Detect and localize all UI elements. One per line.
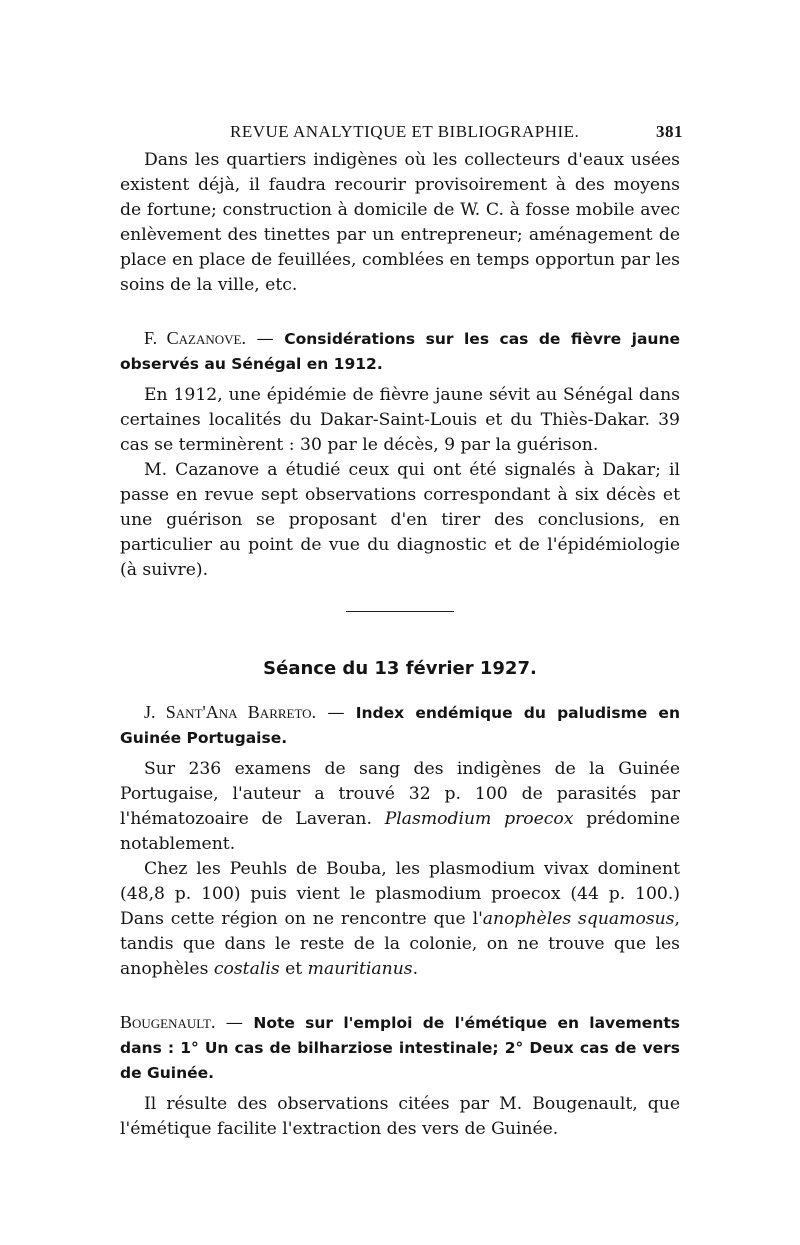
running-header	[138, 118, 683, 146]
text-run: et	[279, 959, 308, 979]
entry-bougenault-para1: Il résulte des observations citées par M. Bougenault, que l'émétique facilite l'extraction des vers de Guinée.	[120, 1094, 680, 1139]
entry-cazanove-para2: M. Cazanove a étudié ceux qui ont été signalés à Dakar; il passe en revue sept observations correspondant à six décès et une guérison se proposant d'en tirer des conclusions, en particulier au point de vue du diagnostic et de l'épidémiologie (à suivre).	[120, 460, 680, 580]
entry-dash: —	[316, 703, 356, 723]
entry-barreto-para2	[120, 857, 680, 982]
entry-barreto-para1	[120, 757, 680, 857]
entry-dash: —	[245, 329, 285, 349]
running-title: REVUE ANALYTIQUE ET BIBLIOGRAPHIE.	[230, 122, 580, 141]
entry-title: Considérations sur les cas de fièvre jaune observés au Sénégal en 1912.	[120, 330, 680, 373]
species-name: mauritianus	[307, 959, 413, 979]
entry-author: Bougenault.	[120, 1012, 216, 1032]
entry-cazanove-heading	[120, 326, 680, 377]
entry-author: J. Sant'Ana Barreto.	[144, 702, 317, 722]
text-run: prédomine notablement.	[120, 809, 680, 854]
entry-dash: —	[215, 1013, 254, 1033]
species-name: Plasmodium proecox	[384, 809, 574, 829]
species-name: costalis	[213, 959, 280, 979]
entry-title: Note sur l'emploi de l'émétique en lavements dans : 1° Un cas de bilharziose intestinale; 2° Deux cas de vers de Guinée.	[120, 1014, 680, 1082]
entry-title: Index endémique du paludisme en Guinée Portugaise.	[120, 704, 680, 747]
species-name: anophèles squamosus	[482, 909, 675, 929]
entry-author: F. Cazanove.	[144, 328, 246, 348]
text-run: , tandis que dans le reste de la colonie, on ne trouve que les anophèles	[120, 909, 680, 979]
entry-bougenault-heading	[120, 1010, 680, 1086]
intro-paragraph: Dans les quartiers indigènes où les collecteurs d'eaux usées existent déjà, il faudra recourir provisoirement à des moyens de fortune; construction à domicile de W. C. à fosse mobile avec enlèvement des tinettes par un entrepreneur; aménagement de place en place de feuillées, comblées en temps opportun par les soins de la ville, etc.	[120, 150, 680, 295]
page-number: 381	[656, 122, 683, 141]
entry-barreto-heading	[120, 700, 680, 751]
session-title: Séance du 13 février 1927.	[263, 658, 537, 679]
text-run: Chez les Peuhls de Bouba, les plasmodium vivax dominent (48,8 p. 100) puis vient le plasmodium proecox (44 p. 100.) Dans cette région on ne rencontre que l'	[120, 859, 680, 929]
text-run: Sur 236 examens de sang des indigènes de la Guinée Portugaise, l'auteur a trouvé 32 p. 100 de parasités par l'hématozoaire de Laveran.	[120, 759, 680, 829]
page-body	[120, 148, 680, 1142]
entry-cazanove-para1: En 1912, une épidémie de fièvre jaune sévit au Sénégal dans certaines localités du Dakar-Saint-Louis et du Thiès-Dakar. 39 cas se terminèrent : 30 par le décès, 9 par la guérison.	[120, 385, 680, 455]
text-run: .	[412, 959, 419, 979]
